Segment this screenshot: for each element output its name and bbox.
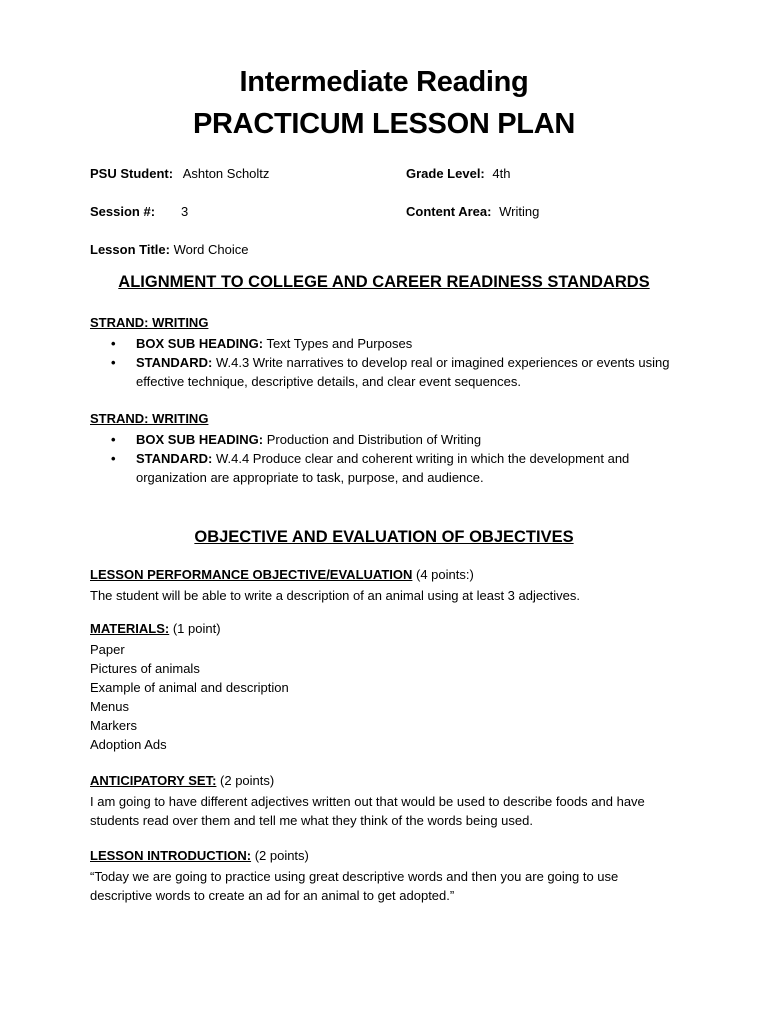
lesson-title-field <box>90 242 248 257</box>
performance-objective-points: (4 points:) <box>416 567 474 582</box>
bullet-icon: • <box>111 432 116 447</box>
standard-text: W.4.4 Produce clear and coherent writing in which the development and organization are appropriate to task, purpose, and audience. <box>136 451 630 485</box>
materials-list <box>90 640 680 754</box>
list-item: Menus <box>90 699 130 714</box>
strand-1-heading: STRAND: WRITING <box>90 315 209 330</box>
list-item: Pictures of animals <box>90 661 200 676</box>
list-item: Example of animal and description <box>90 680 289 695</box>
student-field <box>90 166 269 181</box>
strand-1-list <box>111 334 681 391</box>
performance-objective-heading <box>90 567 474 582</box>
grade-label: Grade Level: <box>406 166 485 181</box>
standard-label: STANDARD: <box>136 451 213 466</box>
lesson-title-label: Lesson Title: <box>90 242 170 257</box>
standard-label: STANDARD: <box>136 355 213 370</box>
content-area-value: Writing <box>499 204 540 219</box>
materials-heading <box>90 621 221 636</box>
objectives-heading: OBJECTIVE AND EVALUATION OF OBJECTIVES <box>194 528 574 546</box>
performance-objective-text: The student will be able to write a description of an animal using at least 3 adjectives. <box>90 588 580 603</box>
list-item <box>111 449 681 487</box>
box-sub-heading-text: Text Types and Purposes <box>266 336 413 351</box>
content-area-label: Content Area: <box>406 204 492 219</box>
list-item: Markers <box>90 718 137 733</box>
list-item: Adoption Ads <box>90 737 167 752</box>
session-value: 3 <box>181 204 189 219</box>
bullet-icon: • <box>111 451 116 466</box>
session-label: Session #: <box>90 204 156 219</box>
anticipatory-set-text: I am going to have different adjectives written out that would be used to describe foods and have students read over them and tell me what they think of the words being used. <box>90 794 645 828</box>
materials-points: (1 point) <box>172 621 221 636</box>
lesson-introduction-label: LESSON INTRODUCTION: <box>90 848 252 863</box>
grade-field <box>406 166 510 181</box>
bullet-icon: • <box>111 336 116 351</box>
anticipatory-set-label: ANTICIPATORY SET: <box>90 773 217 788</box>
lesson-introduction-points: (2 points) <box>254 848 309 863</box>
list-item <box>111 353 681 391</box>
student-label: PSU Student: <box>90 166 174 181</box>
document-title-line2: PRACTICUM LESSON PLAN <box>193 108 575 140</box>
bullet-icon: • <box>111 355 116 370</box>
materials-label: MATERIALS: <box>90 621 170 636</box>
grade-value: 4th <box>492 166 511 181</box>
anticipatory-set-heading <box>90 773 274 788</box>
document-title-line1: Intermediate Reading <box>239 66 529 98</box>
lesson-introduction-text: “Today we are going to practice using great descriptive words and then you are going to use descriptive words to create an ad for an animal to get adopted.” <box>90 869 619 903</box>
lesson-introduction-heading <box>90 848 309 863</box>
lesson-title-value: Word Choice <box>173 242 249 257</box>
student-value: Ashton Scholtz <box>182 166 270 181</box>
standard-text: W.4.3 Write narratives to develop real or imagined experiences or events using effective technique, descriptive details, and clear event sequences. <box>136 355 670 389</box>
performance-objective-label: LESSON PERFORMANCE OBJECTIVE/EVALUATION <box>90 567 413 582</box>
strand-2-list <box>111 430 681 487</box>
content-area-field <box>406 204 539 219</box>
box-sub-heading-text: Production and Distribution of Writing <box>266 432 482 447</box>
anticipatory-set-points: (2 points) <box>220 773 275 788</box>
list-item <box>111 430 681 449</box>
box-sub-heading-label: BOX SUB HEADING: <box>136 432 264 447</box>
alignment-heading: ALIGNMENT TO COLLEGE AND CAREER READINESS STANDARDS <box>118 273 650 291</box>
session-field <box>90 204 155 219</box>
list-item <box>111 334 681 353</box>
box-sub-heading-label: BOX SUB HEADING: <box>136 336 264 351</box>
strand-2-heading: STRAND: WRITING <box>90 411 209 426</box>
list-item: Paper <box>90 642 125 657</box>
